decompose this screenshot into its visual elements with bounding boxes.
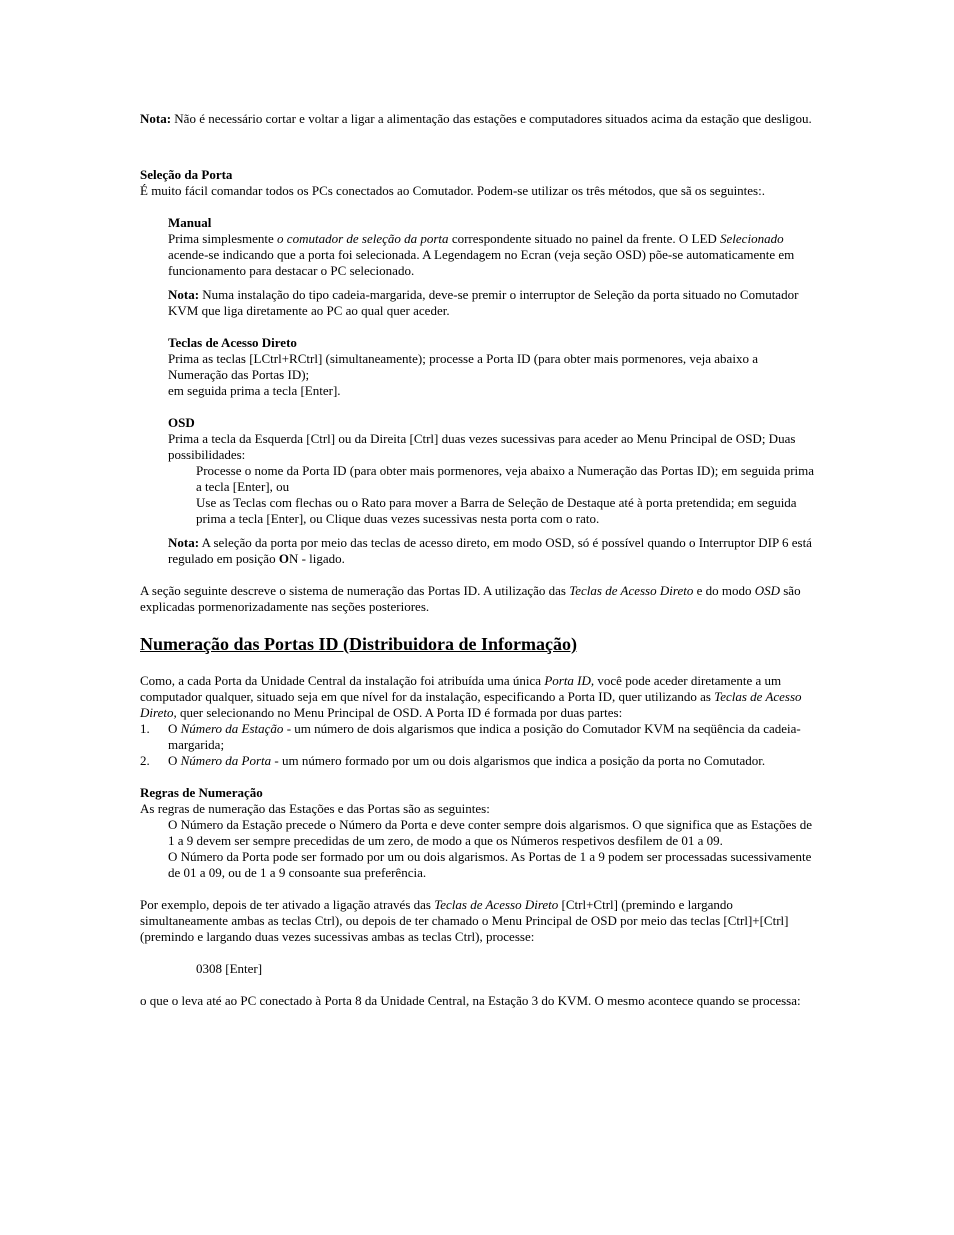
transition-text-3: são explicadas pormenorizadamente nas seções posteriores. — [140, 583, 801, 614]
manual-heading: Manual — [168, 215, 212, 230]
example-text-2: [Ctrl+Ctrl] (premindo e largando simultaneamente ambas as teclas Ctrl), ou depois de ter chamado o Menu Principal de OSD por meio das teclas [Ctrl]+[Ctrl] (premindo e largando duas vezes sucessivas ambas as teclas Ctrl), processe: — [140, 897, 789, 944]
example-text-1: Por exemplo, depois de ter ativado a ligação através das — [140, 897, 435, 912]
rules-intro: As regras de numeração das Estações e das Portas são as seguintes: — [140, 801, 490, 816]
list-item-pre: O — [168, 721, 181, 736]
hotkeys-heading: Teclas de Acesso Direto — [168, 335, 297, 350]
hotkeys-line-2: em seguida prima a tecla [Enter]. — [168, 383, 341, 398]
list-item — [140, 721, 815, 753]
list-item-number: 1. — [140, 721, 150, 736]
example-after: o que o leva até ao PC conectado à Porta 8 da Unidade Central, na Estação 3 do KVM. O mesmo acontece quando se processa: — [140, 993, 801, 1008]
list-item-post: - um número de dois algarismos que indica a posição do Comutador KVM na seqüência da cadeia-margarida; — [168, 721, 801, 752]
list-item-post: - um número formado por um ou dois algarismos que indica a posição da porta no Comutador. — [271, 753, 766, 768]
manual-italic-2: Selecionado — [720, 231, 784, 246]
osd-note-text-2: N - ligado. — [288, 551, 345, 566]
osd-option-2: Use as Teclas com flechas ou o Rato para mover a Barra de Seleção de Destaque até à porta pretendida; em seguida prima a tecla [Enter], ou Clique duas vezes sucessivas nesta porta com o rato. — [196, 495, 797, 526]
port-selection-heading: Seleção da Porta — [140, 167, 233, 182]
osd-note — [168, 535, 815, 567]
section-title: Numeração das Portas ID (Distribuidora de Informação) — [140, 634, 577, 654]
transition-italic-2: OSD — [754, 583, 780, 598]
manual-note-text: Numa instalação do tipo cadeia-margarida, deve-se premir o interruptor de Seleção da porta situado no Comutador KVM que liga diretamente ao PC ao qual quer aceder. — [168, 287, 799, 318]
transition-text-1: A seção seguinte descreve o sistema de numeração das Portas ID. A utilização das — [140, 583, 570, 598]
section-text-3: quer selecionando no Menu Principal de OSD. A Porta ID é formada por duas partes: — [176, 705, 623, 720]
osd-options — [168, 463, 815, 527]
manual-note-label: Nota: — [168, 287, 200, 302]
section-italic-2: Teclas de Acesso Direto, — [140, 689, 802, 720]
transition-paragraph — [140, 583, 815, 615]
manual-italic-1: o comutador de seleção da porta — [277, 231, 449, 246]
note-label: Nota: — [140, 111, 172, 126]
list-item-number: 2. — [140, 753, 150, 768]
manual-text-1: Prima simplesmente — [168, 231, 278, 246]
rules-heading: Regras de Numeração — [140, 785, 263, 800]
port-selection-intro: É muito fácil comandar todos os PCs conectados ao Comutador. Podem-se utilizar os três métodos, que sã os seguintes:. — [140, 183, 765, 198]
osd-note-text-1: A seleção da porta por meio das teclas de acesso direto, em modo OSD, só é possível quando o Interruptor DIP 6 está regulado em posição — [168, 535, 812, 566]
rules-list — [140, 817, 815, 881]
list-item — [140, 753, 815, 769]
manual-block — [140, 215, 815, 567]
example-code: 0308 [Enter] — [196, 961, 263, 976]
example-paragraph — [140, 897, 815, 945]
osd-heading: OSD — [168, 415, 195, 430]
transition-italic-1: Teclas de Acesso Direto — [569, 583, 694, 598]
osd-line-1: Prima a tecla da Esquerda [Ctrl] ou da Direita [Ctrl] duas vezes sucessivas para aceder ao Menu Principal de OSD; Duas possibilidades: — [168, 431, 796, 462]
manual-paragraph — [168, 231, 815, 279]
osd-note-bold: O — [278, 551, 289, 566]
list-item-em: Número da Porta — [180, 753, 272, 768]
list-item-pre: O — [168, 753, 181, 768]
document-page — [140, 111, 815, 1009]
note-paragraph — [140, 111, 815, 127]
list-item-text — [168, 721, 815, 753]
hotkeys-line-1: Prima as teclas [LCtrl+RCtrl] (simultaneamente); processe a Porta ID (para obter mais pormenores, veja abaixo a Numeração das Portas ID); — [168, 351, 758, 382]
note-text: Não é necessário cortar e voltar a ligar a alimentação das estações e computadores situados acima da estação que desligou. — [171, 111, 812, 126]
rule-2: O Número da Porta pode ser formado por um ou dois algarismos. As Portas de 1 a 9 podem ser processadas sucessivamente de 01 a 09, ou de 1 a 9 consoante sua preferência. — [168, 849, 812, 880]
section-italic-1: Porta ID, — [544, 673, 595, 688]
section-text-2: você pode aceder diretamente a um computador qualquer, situado seja em que nível for da instalação, especificando a Porta ID, quer utilizando as — [140, 673, 782, 704]
transition-text-2: e do modo — [693, 583, 755, 598]
manual-text-3: acende-se indicando que a porta foi selecionada. A Legendagem no Ecran (veja seção OSD) põe-se automaticamente em funcionamento para destacar o PC selecionado. — [168, 247, 795, 278]
example-italic-1: Teclas de Acesso Direto — [434, 897, 559, 912]
manual-note — [168, 287, 815, 319]
osd-option-1: Processe o nome da Porta ID (para obter mais pormenores, veja abaixo a Numeração das Portas ID); em seguida prima a tecla [Enter], ou — [196, 463, 815, 494]
list-item-em: Número da Estação — [180, 721, 284, 736]
manual-text-2: correspondente situado no painel da frente. O LED — [448, 231, 721, 246]
osd-note-label: Nota: — [168, 535, 200, 550]
section-text-1: Como, a cada Porta da Unidade Central da instalação foi atribuída uma única — [140, 673, 545, 688]
list-item-text — [168, 753, 815, 769]
rule-1: O Número da Estação precede o Número da Porta e deve conter sempre dois algarismos. O que significa que as Estações de 1 a 9 devem ser sempre precedidas de um zero, de modo a que os Números respetivos desfilem de 01 a 09. — [168, 817, 812, 848]
section-intro — [140, 673, 815, 721]
